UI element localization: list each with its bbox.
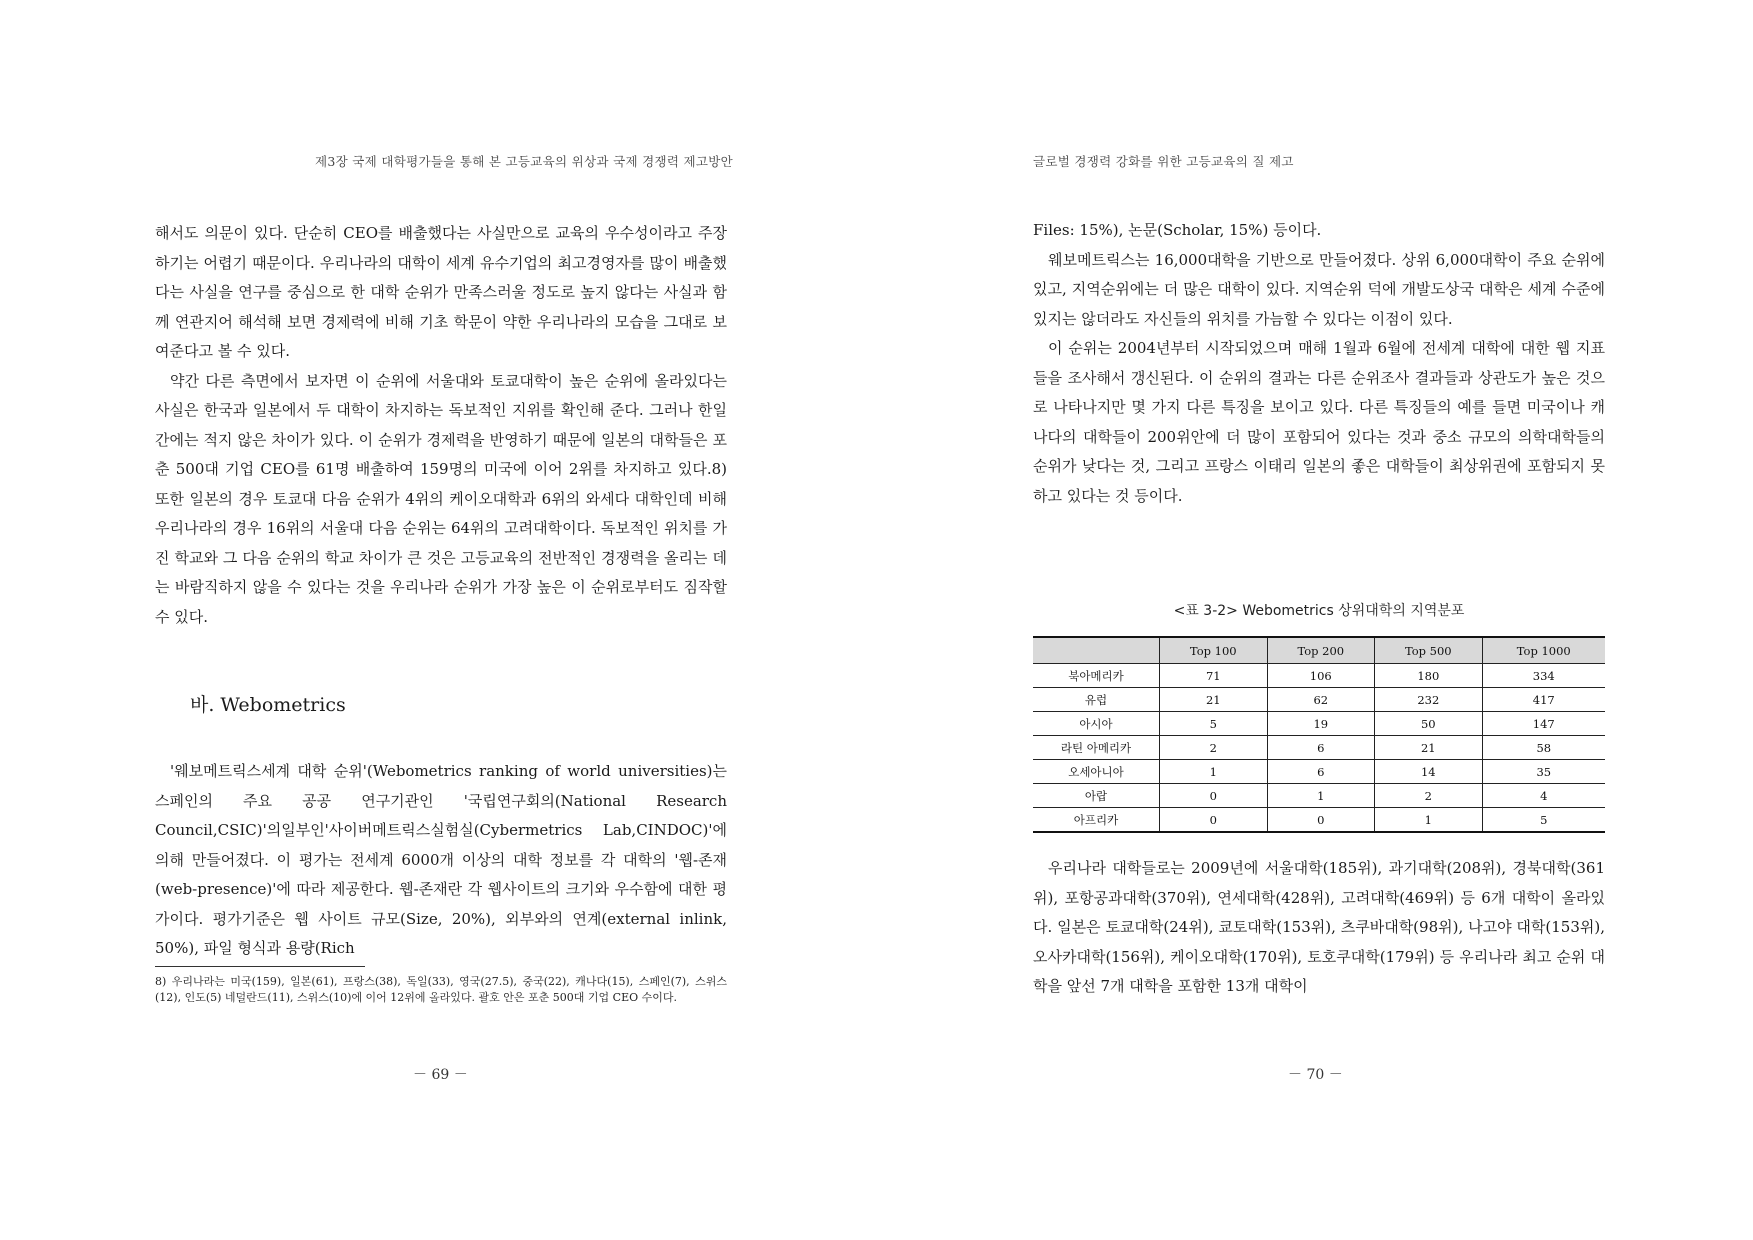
table-header-row [1033,637,1605,664]
body-text-top [1033,216,1605,511]
table-header-cell: Top 1000 [1482,637,1605,664]
paragraph: Files: 15%), 논문(Scholar, 15%) 등이다. [1033,221,1322,239]
value-cell: 106 [1267,664,1375,688]
value-cell: 180 [1375,664,1483,688]
paragraph: 해서도 의문이 있다. 단순히 CEO를 배출했다는 사실만으로 교육의 우수성이라고 주장하기는 어렵기 때문이다. 우리나라의 대학이 세계 유수기업의 최고경영자를 많이 배출했다는 사실을 연구를 중심으로 한 대학 순위가 만족스러울 정도로 높지 않다는 사실과 함께 연관지어 해석해 보면 경제력에 비해 기초 학문이 약한 우리나라의 모습을 그대로 보여준다고 볼 수 있다. [155,224,727,360]
table-row [1033,688,1605,712]
table-row [1033,808,1605,833]
table-row [1033,760,1605,784]
page-number: － 70 － [1288,1067,1343,1083]
value-cell: 35 [1482,760,1605,784]
value-cell: 6 [1267,736,1375,760]
region-cell: 라틴 아메리카 [1033,736,1160,760]
value-cell: 2 [1375,784,1483,808]
value-cell: 1 [1375,808,1483,833]
region-cell: 북아메리카 [1033,664,1160,688]
value-cell: 14 [1375,760,1483,784]
value-cell: 334 [1482,664,1605,688]
value-cell: 0 [1267,808,1375,833]
paragraph: 웨보메트릭스는 16,000대학을 기반으로 만들어졌다. 상위 6,000대학이 주요 순위에 있고, 지역순위에는 더 많은 대학이 있다. 지역순위 덕에 개발도상국 대학은 세계 수준에 있지는 않더라도 자신들의 위치를 가늠할 수 있다는 이점이 있다. [1033,250,1605,328]
running-header: 제3장 국제 대학평가들을 통해 본 고등교육의 위상과 국제 경쟁력 제고방안 [315,154,733,169]
value-cell: 0 [1160,784,1268,808]
table-row [1033,784,1605,808]
region-cell: 아프리카 [1033,808,1160,833]
body-text-webometrics [155,757,727,964]
body-text-bottom [1033,854,1605,1002]
value-cell: 1 [1267,784,1375,808]
value-cell: 232 [1375,688,1483,712]
value-cell: 71 [1160,664,1268,688]
paragraph: 약간 다른 측면에서 보자면 이 순위에 서울대와 토쿄대학이 높은 순위에 올라있다는 사실은 한국과 일본에서 두 대학이 차지하는 독보적인 지위를 확인해 준다. 그러나 한일 간에는 적지 않은 차이가 있다. 이 순위가 경제력을 반영하기 때문에 일본의 대학들은 포춘 500대 기업 CEO를 61명 배출하여 159명의 미국에 이어 2위를 차지하고 있다.8) 또한 일본의 경우 토쿄대 다음 순위가 4위의 케이오대학과 6위의 와세다 대학인데 비해 우리나라의 경우 16위의 서울대 다음 순위는 64위의 고려대학이다. 독보적인 위치를 가진 학교와 그 다음 순위의 학교 차이가 큰 것은 고등교육의 전반적인 경쟁력을 올리는 데는 바람직하지 않을 수 있다는 것을 우리나라 순위가 가장 높은 이 순위로부터도 짐작할 수 있다. [155,371,727,626]
region-cell: 유럽 [1033,688,1160,712]
value-cell: 21 [1160,688,1268,712]
footnote: 8) 우리나라는 미국(159), 일본(61), 프랑스(38), 독일(33), 영국(27.5), 중국(22), 캐나다(15), 스페인(7), 스위스(12), 인도(5) 네덜란드(11), 스위스(10)에 이어 12위에 올라있다. 괄호 안은 포춘 500대 기업 CEO 수이다. [155,975,727,1004]
running-header: 글로벌 경쟁력 강화를 위한 고등교육의 질 제고 [1033,154,1294,169]
body-text-top [155,219,727,632]
value-cell: 58 [1482,736,1605,760]
left-page [0,0,876,1240]
section-heading: 바. Webometrics [190,694,346,716]
value-cell: 5 [1482,808,1605,833]
table-caption: <표 3-2> Webometrics 상위대학의 지역분포 [1173,603,1465,619]
table-header-cell: Top 500 [1375,637,1483,664]
value-cell: 0 [1160,808,1268,833]
value-cell: 19 [1267,712,1375,736]
value-cell: 1 [1160,760,1268,784]
paragraph: 우리나라 대학들로는 2009년에 서울대학(185위), 과기대학(208위), 경북대학(361위), 포항공과대학(370위), 연세대학(428위), 고려대학(469위) 등 6개 대학이 올라있다. 일본은 토쿄대학(24위), 쿄토대학(153위), 츠쿠바대학(98위), 나고야 대학(153위), 오사카대학(156위), 케이오대학(170위), 토호쿠대학(179위) 등 우리나라 최고 순위 대학을 앞선 7개 대학을 포함한 13개 대학이 [1033,859,1605,995]
region-cell: 아랍 [1033,784,1160,808]
value-cell: 147 [1482,712,1605,736]
value-cell: 21 [1375,736,1483,760]
value-cell: 6 [1267,760,1375,784]
table-row [1033,736,1605,760]
table-row [1033,664,1605,688]
table-header-cell: Top 100 [1160,637,1268,664]
table-header-cell: Top 200 [1267,637,1375,664]
region-cell: 오세아니아 [1033,760,1160,784]
value-cell: 62 [1267,688,1375,712]
table-row [1033,712,1605,736]
right-page [877,0,1753,1240]
paragraph: 이 순위는 2004년부터 시작되었으며 매해 1월과 6월에 전세계 대학에 대한 웹 지표들을 조사해서 갱신된다. 이 순위의 결과는 다른 순위조사 결과들과 상관도가 높은 것으로 나타나지만 몇 가지 다른 특징을 보이고 있다. 다른 특징들의 예를 들면 미국이나 캐나다의 대학들이 200위안에 더 많이 포함되어 있다는 것과 중소 규모의 의학대학들의 순위가 낮다는 것, 그리고 프랑스 이태리 일본의 좋은 대학들이 최상위권에 포함되지 못하고 있다는 것 등이다. [1033,339,1605,505]
footnote-divider [155,966,365,967]
page-number: － 69 － [413,1067,468,1083]
value-cell: 5 [1160,712,1268,736]
value-cell: 2 [1160,736,1268,760]
value-cell: 417 [1482,688,1605,712]
value-cell: 4 [1482,784,1605,808]
table-header-cell [1033,637,1160,664]
region-cell: 아시아 [1033,712,1160,736]
region-distribution-table [1033,636,1605,833]
paragraph: '웨보메트릭스세계 대학 순위'(Webometrics ranking of world universities)는 스페인의 주요 공공 연구기관인 '국립연구회의(National Research Council,CSIC)'의일부인'사이버메트릭스실험실(Cybermetrics Lab,CINDOC)'에 의해 만들어졌다. 이 평가는 전세계 6000개 이상의 대학 정보를 각 대학의 '웹-존재(web-presence)'에 따라 제공한다. 웹-존재란 각 웹사이트의 크기와 우수함에 대한 평가이다. 평가기준은 웹 사이트 규모(Size, 20%), 외부와의 연계(external inlink, 50%), 파일 형식과 용량(Rich [155,762,727,957]
value-cell: 50 [1375,712,1483,736]
